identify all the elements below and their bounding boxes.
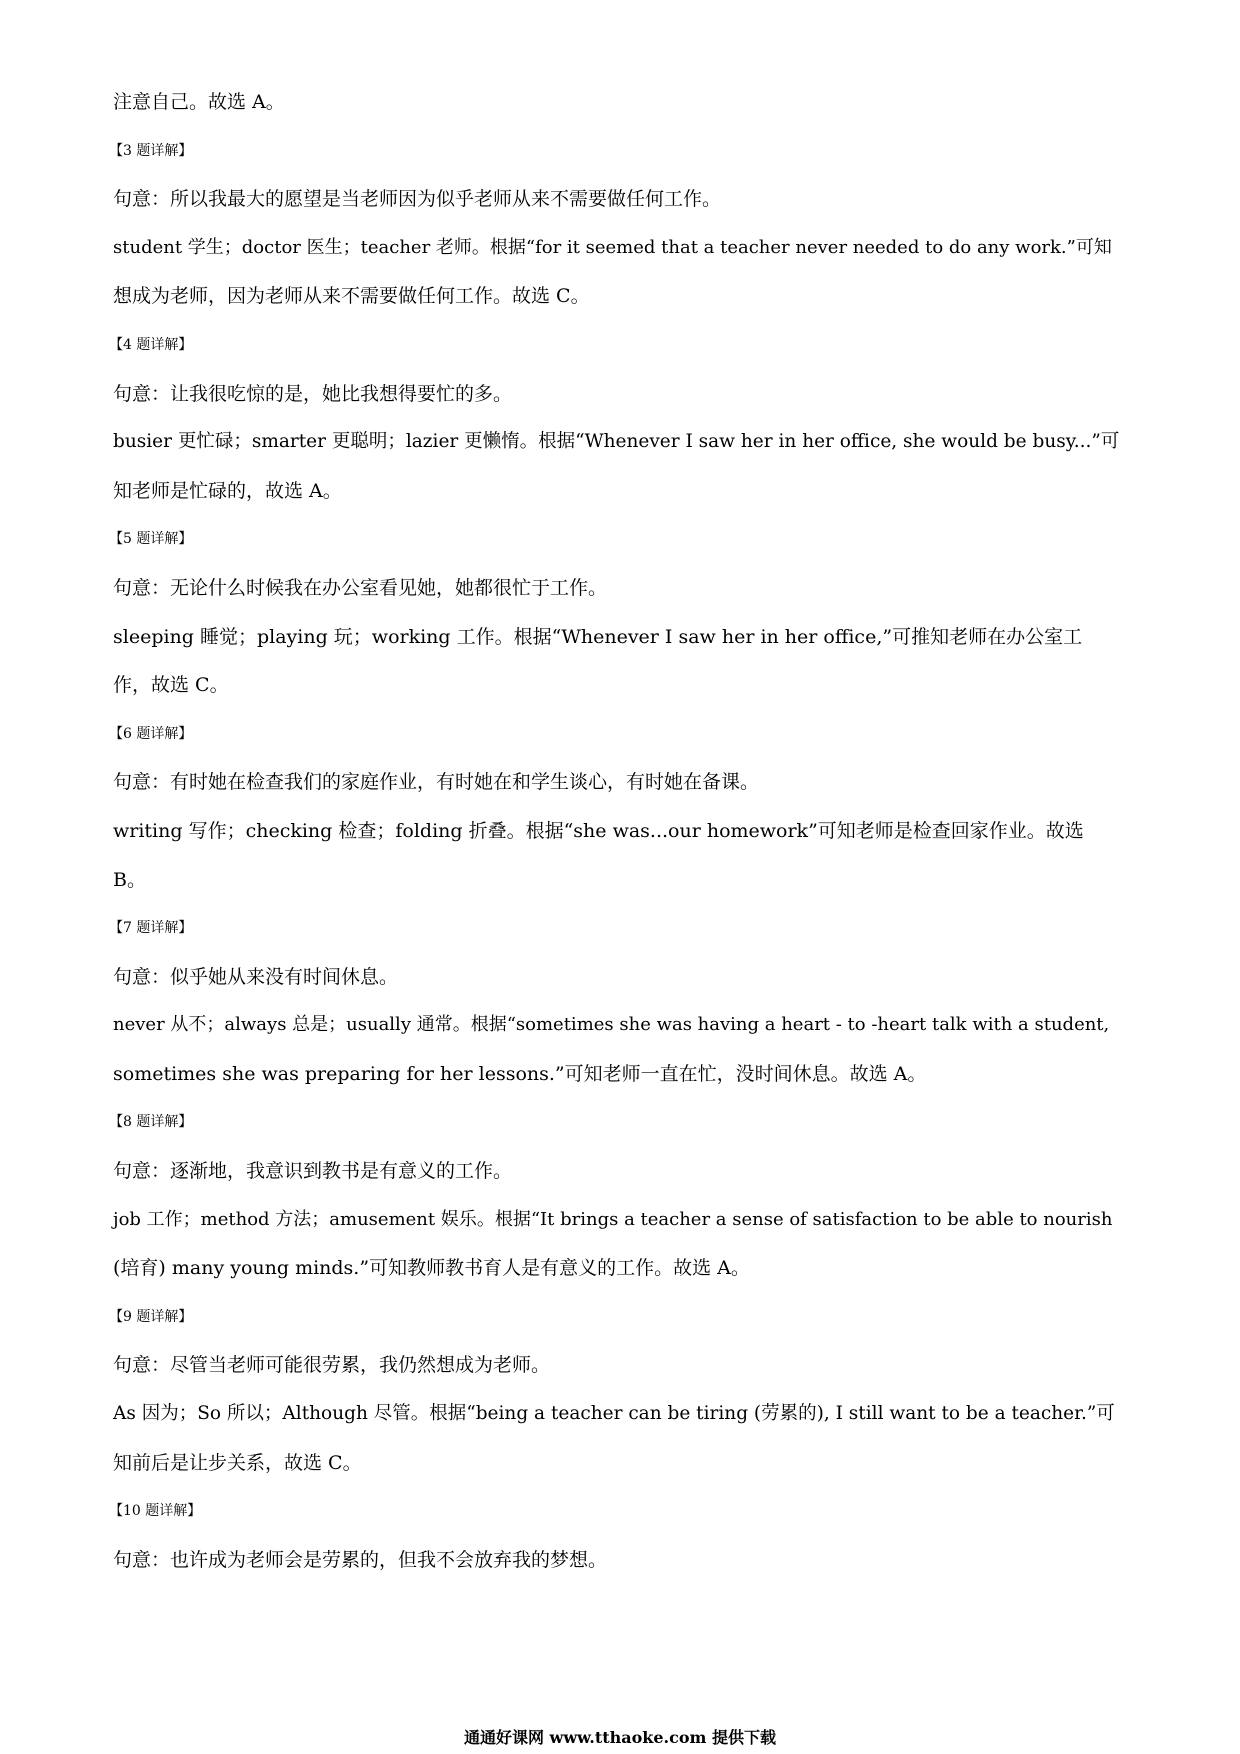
text-line: writing 写作；checking 检查；folding 折叠。根据“she was...our homework”可知老师是检查回家作业。故选 — [113, 819, 1084, 842]
section-heading: 【10 题详解】 — [109, 1503, 202, 1520]
section-heading: 【4 题详解】 — [109, 336, 193, 353]
text-line: sleeping 睡觉；playing 玩；working 工作。根据“Whenever I saw her in her office,”可推知老师在办公室工 — [113, 625, 1083, 648]
section-heading: 【3 题详解】 — [109, 142, 193, 159]
text-line: 句意：似乎她从来没有时间休息。 — [113, 965, 399, 988]
page-footer: 通通好课网 www.tthaoke.com 提供下载 — [463, 1728, 777, 1747]
text-line: 句意：尽管当老师可能很劳累，我仍然想成为老师。 — [113, 1354, 551, 1377]
text-line: (培育) many young minds.”可知教师教书育人是有意义的工作。故选 A。 — [113, 1257, 750, 1280]
text-line: 句意：也许成为老师会是劳累的，但我不会放弃我的梦想。 — [113, 1548, 608, 1571]
text-line: 想成为老师，因为老师从来不需要做任何工作。故选 C。 — [113, 285, 590, 308]
text-line: student 学生；doctor 医生；teacher 老师。根据“for it seemed that a teacher never needed to do any work.”可知 — [113, 236, 1112, 258]
document-body — [109, 90, 1123, 1596]
text-line: busier 更忙碌；smarter 更聪明；lazier 更懒惰。根据“Whenever I saw her in her office, she would be busy...”可 — [113, 431, 1120, 453]
text-line: 作，故选 C。 — [113, 674, 229, 697]
section-heading: 【9 题详解】 — [109, 1308, 193, 1325]
text-line: sometimes she was preparing for her lessons.”可知老师一直在忙，没时间休息。故选 A。 — [113, 1062, 927, 1085]
text-line: 句意：无论什么时候我在办公室看见她，她都很忙于工作。 — [113, 576, 608, 599]
section-heading: 【7 题详解】 — [109, 920, 193, 937]
text-line: 句意：让我很吃惊的是，她比我想得要忙的多。 — [113, 382, 513, 405]
text-line: job 工作；method 方法；amusement 娱乐。根据“It brings a teacher a sense of satisfaction to be able to nourish — [113, 1208, 1113, 1230]
text-line: never 从不；always 总是；usually 通常。根据“sometimes she was having a heart - to -heart talk with a student, — [113, 1014, 1110, 1036]
text-line: 注意自己。故选 A。 — [113, 91, 285, 113]
section-heading: 【8 题详解】 — [109, 1114, 193, 1131]
text-line: 句意：逐渐地，我意识到教书是有意义的工作。 — [113, 1160, 513, 1183]
text-line: 句意：有时她在检查我们的家庭作业，有时她在和学生谈心，有时她在备课。 — [113, 771, 760, 794]
text-line: 知前后是让步关系，故选 C。 — [113, 1451, 362, 1474]
text-line: B。 — [113, 868, 146, 891]
text-line: 句意：所以我最大的愿望是当老师因为似乎老师从来不需要做任何工作。 — [113, 188, 722, 211]
section-heading: 【5 题详解】 — [109, 531, 193, 548]
section-heading: 【6 题详解】 — [109, 725, 193, 742]
text-line: As 因为；So 所以；Although 尽管。根据“being a teacher can be tiring (劳累的), I still want to be a teacher.”可 — [113, 1403, 1115, 1425]
text-line: 知老师是忙碌的，故选 A。 — [113, 479, 342, 502]
